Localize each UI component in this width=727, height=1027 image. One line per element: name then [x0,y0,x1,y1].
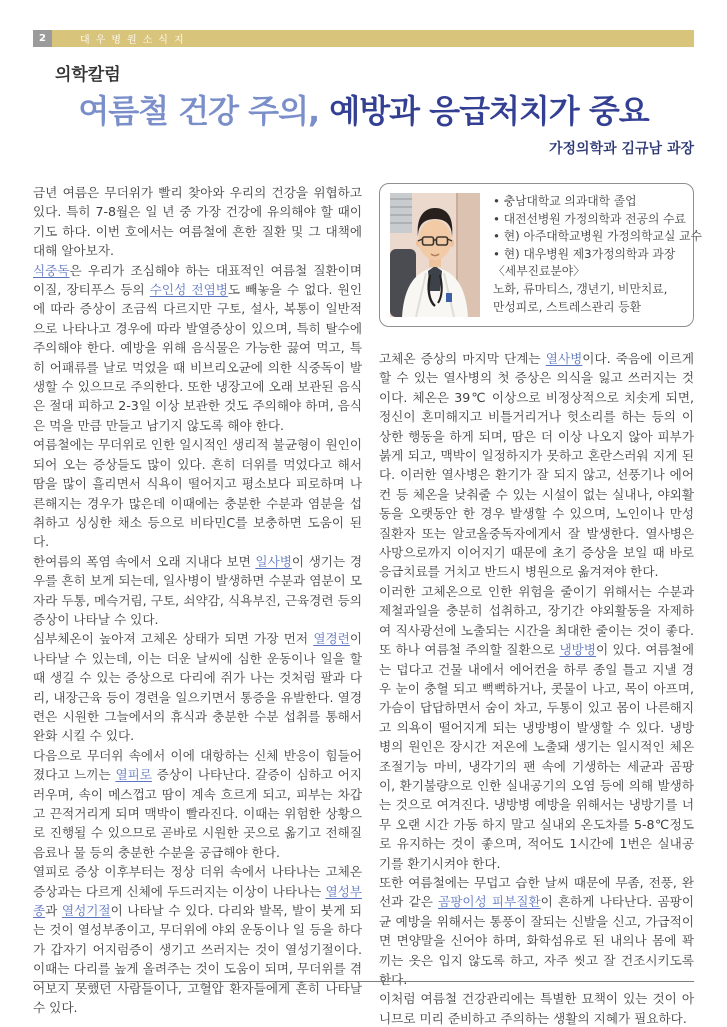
credentials-line: • 현) 대우병원 제3가정의학과 과장 [493,246,676,261]
medical-term: 식중독 [33,262,70,278]
paragraph-text: 열피로 증상 이후부터는 정상 더위 속에서 나타나는 고체온 증상과는 다르게 신체에 두드러지는 이상이 나타나는 [33,864,362,899]
article-paragraph [379,349,694,582]
article-paragraph [33,629,362,745]
paragraph-text: 이 나타날 수 있는데, 이는 더운 날씨에 심한 운동이나 일을 할 때 생길 수 있는 증상으로 다리에 쥐가 나는 것처럼 팔과 다리, 내장근육 등이 경련을 일으키면서 통증을 유발한다. 열경련은 시원한 그늘에서의 휴식과 충분한 수분 섭취를 통해서 완화 시킬 수 있다. [33,631,362,744]
medical-term: 열피로 [115,767,152,783]
article-title [33,86,694,132]
paragraph-text: 여름철에는 무더위로 인한 일시적인 생리적 불균형이 원인이 되어 오는 증상들도 많이 있다. 흔히 더위를 먹었다고 해서 땀을 많이 흘리면서 식욕이 떨어지고 평소보다 피로하며 나른해지는 경우가 많은데 이때에는 충분한 수분과 염분을 섭취하고 싱싱한 채소 등으로 비타민C를 보충하면 도움이 된다. [33,437,362,550]
paragraph-text: 이처럼 여름철 건강관리에는 특별한 묘책이 있는 것이 아니므로 미리 준비하고 주의하는 생활의 지혜가 필요하다. [379,991,694,1026]
section-label: 의학칼럼 [55,65,121,85]
medical-term: 수인성 전염병 [149,282,228,298]
medical-term: 열성부종 [33,883,362,919]
article-paragraph [33,746,362,862]
medical-term: 열사병 [545,351,583,366]
paragraph-text: 이 있다. 여름철에는 덥다고 건물 내에서 에어컨을 하루 종일 틀고 지낼 경우 눈이 충혈 되고 뻑뻑하거나, 콧물이 나고, 목이 아프며, 가슴이 답답하면서 숨이 차고, 두통이 있고 몸이 나른해지고 의욕이 떨어지게 되는 냉방병이 발생할 수 있다. 냉방병의 원인은 장시간 저온에 노출돼 생기는 일시적인 체온조절기능 마비, 냉각기의 팬 속에 기생하는 세균과 곰팡이, 환기불량으로 인한 실내공기의 오염 등에 의해 발생하는 것으로 여겨진다. 냉방병 예방을 위해서는 냉방기를 너무 오랜 시간 가동 하지 말고 실내외 온도차를 5-8℃정도로 유지하는 것이 좋으며, 적어도 1시간에 1번은 실내공기를 환기시켜야 한다. [379,642,695,871]
credentials-line: • 충남대학교 의과대학 졸업 [493,194,637,208]
credentials-line: 〈세부진료분야〉 [493,264,585,279]
paragraph-text: 이 흔하게 나타난다. 곰팡이균 예방을 위해서는 통풍이 잘되는 신발을 신고, 가급적이면 면양말을 신어야 하며, 화학섬유로 된 내의나 몸에 꽉 끼는 옷은 입지 않도록 하고, 자주 씻고 잘 건조시키도록 한다. [379,894,695,987]
paragraph-text: 은 우리가 조심해야 하는 대표적인 여름철 질환이며 이질, 장티푸스 등의 [33,262,362,298]
article-paragraph [33,862,362,1017]
article-paragraph [33,435,362,551]
article-paragraph [33,183,362,261]
medical-term: 냉방병 [559,642,596,658]
paragraph-text: 고체온 증상의 마지막 단계는 [379,351,546,366]
paragraph-text: 심부체온이 높아져 고체온 상태가 되면 가장 먼저 [33,631,314,647]
article-right-column [379,183,702,1027]
article-paragraph [33,552,362,630]
doctor-photo [390,193,480,317]
article-paragraph [33,261,362,436]
medical-term: 곰팡이성 피부질환 [438,894,541,910]
paragraph-text: 증상이 나타난다. 갈증이 심하고 어지러우며, 속이 메스껍고 땀이 계속 흐르게 되고, 피부는 차갑고 끈적거리게 되며 맥박이 빨라진다. 이때는 위험한 상황으로 진행될 수 있으므로 곧바로 시원한 곳으로 옮기고 전해질 음료나 물 등의 충분한 수분을 공급해야 한다. [33,767,363,860]
paragraph-text: 이러한 고체온으로 인한 위험을 줄이기 위해서는 수분과 제철과일을 충분히 섭취하고, 장기간 야외활동을 자제하여 직사광선에 노출되는 시간을 최대한 줄이는 것이 좋다. 또 하나 여름철 주의할 질환으로 [379,583,694,658]
paragraph-text: 이다. 죽음에 이르게 할 수 있는 열사병의 첫 증상은 의식을 잃고 쓰러지는 것이다. 체온은 39℃ 이상으로 비정상적으로 치솟게 되면, 정신이 혼미해지고 비틀거리거나 헛소리를 하는 등의 이상한 행동을 하게 되며, 땀은 더 이상 나오지 않아 피부가 붉게 되고, 맥박이 일정하지가 못하고 혼란스러워 지게 된다. 이러한 열사병은 환기가 잘 되지 않고, 선풍기나 에어컨 등 체온을 낮춰줄 수 있는 시설이 없는 실내나, 야외활동을 오랫동안 한 경우 발생할 수 있으며, 노인이나 만성질환자 또는 알코올중독자에게서 잘 발생한다. 열사병은 사망으로까지 이어지기 때문에 초기 증상을 보일 때 바로 응급치료를 거치고 반드시 병원으로 옮겨져야 한다. [379,351,695,580]
paragraph-text: 도 빼놓을 수 없다. 원인에 따라 증상이 조금씩 다르지만 구토, 설사, 복통이 일반적으로 나타나고 경우에 따라 발열증상이 있으며, 특히 탈수에 주의해야 한다. 예방을 위해 음식물은 가능한 끓여 먹고, 특히 어패류를 날로 먹었을 때 비브리오균에 의한 식중독이 발생할 수 있으므로 주의한다. 또한 냉장고에 오래 보관된 음식은 절대 피하고 2-3일 이상 보관한 것도 주의해야 하며, 음식은 먹을 만큼 만들고 남기지 않도록 해야 한다. [33,282,362,433]
footer-divider [33,981,694,982]
article-right-paragraphs [379,349,694,1027]
medical-term: 열성기절 [61,903,111,919]
paragraph-text: 이 생기는 경우를 흔히 보게 되는데, 일사병이 발생하면 수분과 염분이 모자라 두통, 메슥거림, 구토, 쇠약감, 식욕부진, 근육경련 등의 증상이 나타날 수 있다. [33,553,363,627]
paragraph-text: 다음으로 무더위 속에서 이에 대항하는 신체 반응이 힘들어 졌다고 느끼는 [33,747,362,783]
medical-term: 일사병 [255,553,292,569]
article-paragraph [379,582,694,873]
paragraph-text: 한여름의 폭염 속에서 오래 지내다 보면 [33,553,256,569]
paragraph-text: 또한 여름철에는 무덥고 습한 날씨 때문에 무좀, 전풍, 완선과 같은 [379,874,694,910]
article-title-dark: 예방과 응급처치가 중요 [329,92,649,130]
paragraph-text: 금년 여름은 무더위가 빨리 찾아와 우리의 건강을 위협하고 있다. 특히 7-8월은 일 년 중 가장 건강에 유의해야 할 때이기도 하다. 이번 호에서는 여름철에 흔한 질환 및 그 대책에 대해 알아보자. [33,185,362,259]
medical-term: 열경련 [313,631,350,647]
article-title-light: 여름철 건강 주의, [78,92,330,130]
article-left-column [33,183,362,1027]
paragraph-text: 이 나타날 수 있다. 다리와 발목, 발이 붓게 되는 것이 열성부종이고, 무더위에 야외 운동이나 일 등을 하다가 갑자기 어지럼증이 생기고 쓰러지는 것이 열성기절이다. 이때는 다리를 높게 올려주는 것이 도움이 되며, 무더위를 겪어보지 못했던 사람들이나, 고혈압 환자들에게 흔히 나타날 수 있다. [33,903,362,1016]
credentials-list [493,192,702,316]
article-body [33,183,702,1027]
article-paragraph [379,989,694,1027]
credentials-line: • 대전선병원 가정의학과 전공의 수료 [493,211,686,226]
article-paragraph [379,873,694,989]
page-header-bar [33,30,694,47]
page-number: 2 [33,30,52,47]
credentials-line: 노화, 류마티스, 갱년기, 비만치료, [493,281,668,296]
credentials-line: • 현) 아주대학교병원 가정의학교실 교수 [493,229,702,244]
author-byline: 가정의학과 김규남 과장 [549,141,694,157]
newsletter-name: 대우병원소식지 [52,30,694,47]
author-profile-box [379,183,702,327]
credentials-line: 만성피로, 스트레스관리 등환 [493,299,641,314]
paragraph-text: 과 [45,903,62,919]
